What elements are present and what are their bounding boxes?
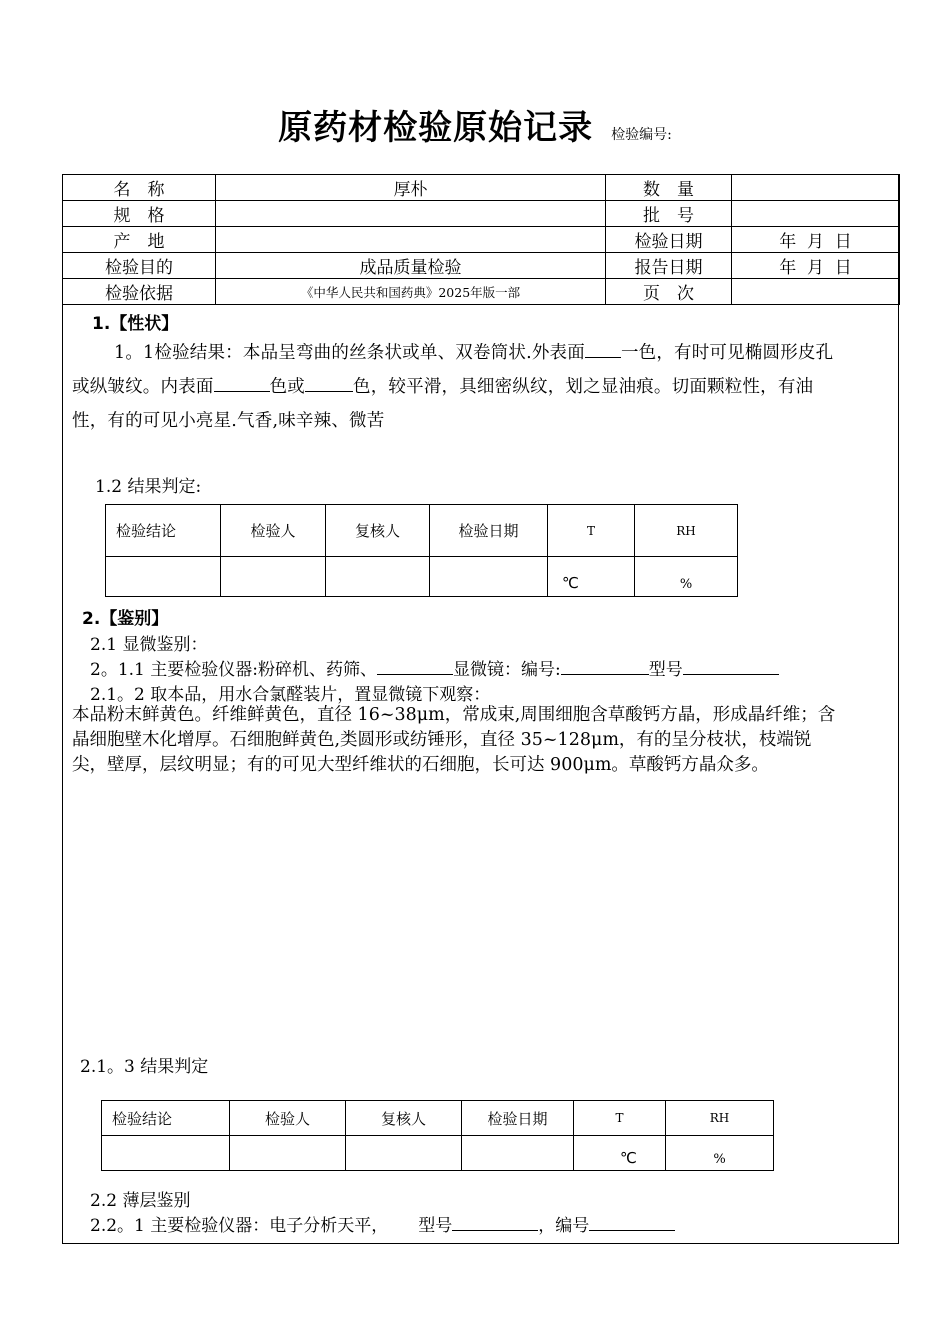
basis-value[interactable]: 《中华人民共和国药典》2025年版一部 (216, 279, 606, 305)
spec-value[interactable] (216, 201, 606, 227)
result2-conclusion-cell[interactable] (102, 1136, 230, 1171)
page-label: 页 次 (606, 279, 732, 305)
observation-line-2: 晶细胞壁木化增厚。石细胞鲜黄色,类圆形或纺锤形，直径 35~128μm，有的呈分枝状，枝端锐 (72, 730, 812, 750)
result2-inspector-cell[interactable] (230, 1136, 346, 1171)
result2-reviewer-cell[interactable] (346, 1136, 462, 1171)
result-header-conclusion: 检验结论 (106, 505, 221, 557)
result-table-2 (101, 1100, 774, 1171)
name-value[interactable]: 厚朴 (216, 175, 606, 201)
appearance-line-3: 性，有的可见小亮星.气香,味辛辣、微苦 (72, 411, 385, 431)
info-row-purpose (63, 253, 900, 279)
origin-label: 产 地 (63, 227, 216, 253)
result2-header-reviewer: 复核人 (346, 1101, 462, 1136)
purpose-value[interactable]: 成品质量检验 (216, 253, 606, 279)
result-table-1-header (106, 505, 738, 557)
result-header-reviewer: 复核人 (326, 505, 430, 557)
result2-date-cell[interactable] (462, 1136, 574, 1171)
tlc-instrument-line: 2.2。1 主要检验仪器：电子分析天平， 型号 ，编号 (90, 1211, 675, 1236)
report-date-label: 报告日期 (606, 253, 732, 279)
sample-prep-line: 2.1。2 取本品，用水合氯醛装片，置显微镜下观察： (90, 685, 491, 705)
result-inspector-cell[interactable] (221, 557, 326, 597)
name-label: 名 称 (63, 175, 216, 201)
inner-color-blank-2[interactable] (305, 375, 353, 392)
microscope-model-blank[interactable] (683, 658, 779, 675)
result2-header-humidity: RH (666, 1101, 774, 1136)
balance-number-blank[interactable] (589, 1214, 675, 1231)
tlc-heading: 2.2 薄层鉴别 (90, 1191, 191, 1211)
title-row (0, 100, 950, 149)
result-date-cell[interactable] (430, 557, 548, 597)
batch-value[interactable] (732, 201, 900, 227)
info-row-origin (63, 227, 900, 253)
batch-label: 批 号 (606, 201, 732, 227)
appearance-line-2: 或纵皱纹。内表面 色或 色，较平滑，具细密纵纹，划之显油痕。切面颗粒性，有油 (72, 377, 814, 397)
info-table (62, 174, 900, 305)
result-header-inspector: 检验人 (221, 505, 326, 557)
inner-color-blank-1[interactable] (214, 375, 270, 392)
result-table-2-row (102, 1136, 774, 1171)
result-table-1-row (106, 557, 738, 597)
result-conclusion-cell[interactable] (106, 557, 221, 597)
record-code-label: 检验编号: (611, 127, 672, 143)
appearance-result (72, 336, 892, 438)
info-row-basis (63, 279, 900, 305)
observation-line-1: 本品粉末鲜黄色。纤维鲜黄色，直径 16~38μm，常成束,周围细胞含草酸钙方晶，形成晶纤维；含 (72, 705, 836, 725)
result-table-1 (105, 504, 738, 597)
quantity-label: 数 量 (606, 175, 732, 201)
result2-header-temperature: T (574, 1101, 666, 1136)
report-date-value[interactable]: 年 月 日 (732, 253, 900, 279)
quantity-value[interactable] (732, 175, 900, 201)
page-title: 原药材检验原始记录 (278, 108, 594, 148)
appearance-line-1: 1。1检验结果：本品呈弯曲的丝条状或单、双卷筒状.外表面 一色，有时可见椭圆形皮孔 (114, 343, 834, 363)
section2-heading: 2.【鉴别】 (82, 609, 169, 629)
result-header-temperature: T (548, 505, 635, 557)
result2-humidity-cell[interactable]: % (666, 1136, 774, 1171)
section1-judgement-label: 1.2 结果判定: (95, 477, 202, 497)
result2-header-inspector: 检验人 (230, 1101, 346, 1136)
section1-heading: 1.【性状】 (92, 314, 179, 334)
observation-line-3: 尖，壁厚，层纹明显；有的可见大型纤维状的石细胞，长可达 900μm。草酸钙方晶众多。 (72, 755, 769, 775)
info-row-name (63, 175, 900, 201)
result2-temperature-cell[interactable]: ℃ (574, 1136, 666, 1171)
info-row-spec (63, 201, 900, 227)
result-temperature-cell[interactable]: ℃ (548, 557, 635, 597)
result2-header-date: 检验日期 (462, 1101, 574, 1136)
origin-value[interactable] (216, 227, 606, 253)
instrument-blank[interactable] (377, 658, 453, 675)
result-humidity-cell[interactable]: % (635, 557, 738, 597)
purpose-label: 检验目的 (63, 253, 216, 279)
test-date-value[interactable]: 年 月 日 (732, 227, 900, 253)
micro-instrument-line: 2。1.1 主要检验仪器:粉碎机、药筛、 显微镜：编号: 型号 (90, 655, 779, 680)
result-header-humidity: RH (635, 505, 738, 557)
basis-label: 检验依据 (63, 279, 216, 305)
micro-heading: 2.1 显微鉴别： (90, 635, 208, 655)
test-date-label: 检验日期 (606, 227, 732, 253)
result-reviewer-cell[interactable] (326, 557, 430, 597)
result-header-date: 检验日期 (430, 505, 548, 557)
microscope-number-blank[interactable] (561, 658, 649, 675)
section2-judgement-label: 2.1。3 结果判定 (80, 1057, 209, 1077)
page-value[interactable] (732, 279, 900, 305)
balance-model-blank[interactable] (452, 1214, 538, 1231)
outer-color-blank[interactable] (585, 341, 621, 358)
result-table-2-header (102, 1101, 774, 1136)
result2-header-conclusion: 检验结论 (102, 1101, 230, 1136)
microscopy-observation (72, 703, 892, 778)
spec-label: 规 格 (63, 201, 216, 227)
